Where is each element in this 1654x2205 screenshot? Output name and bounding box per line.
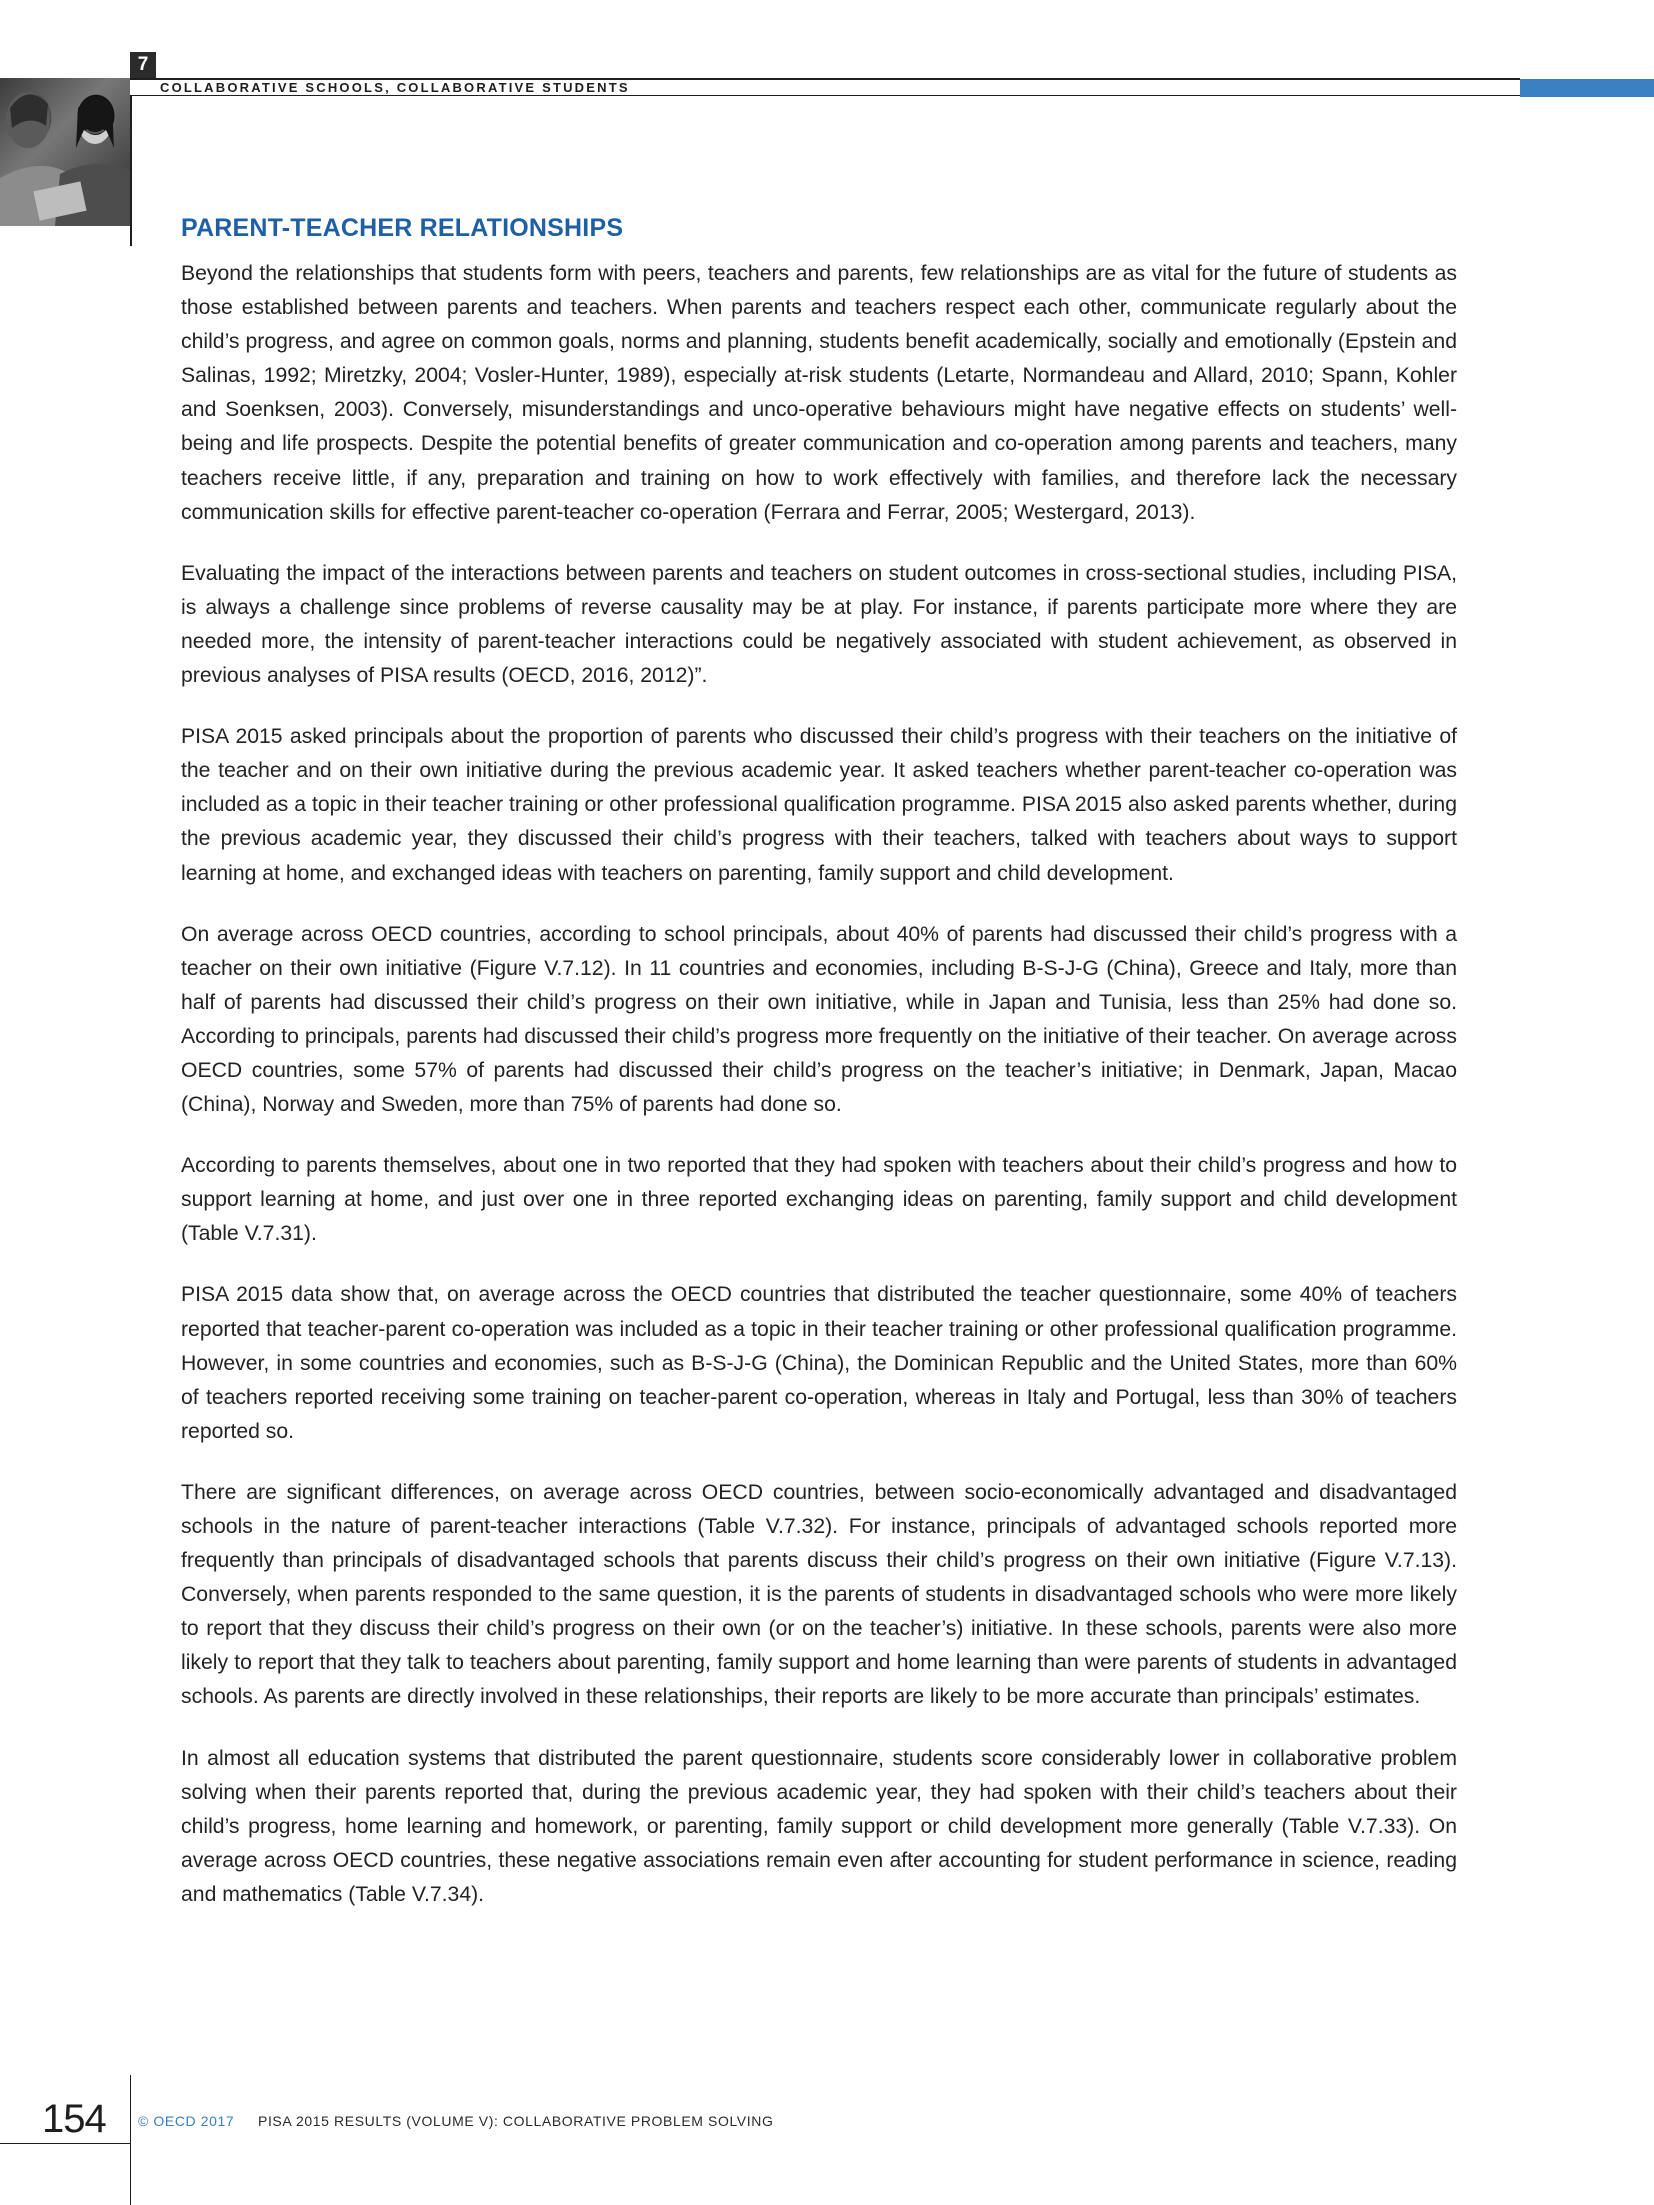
paragraph: In almost all education systems that distributed the parent questionnaire, students score considerably lower in collaborative problem solving when their parents reported that, during the previous academic year, they had spoken with their child’s teachers about their child’s progress, home learning and homework, or parenting, family support or child development more generally (Table V.7.33). On average across OECD countries, these negative associations remain even after accounting for student performance in science, reading and mathematics (Table V.7.34). [181,1746,1457,1906]
main-content [181,212,1457,1939]
paragraph: On average across OECD countries, according to school principals, about 40% of parents had discussed their child’s progress with a teacher on their own initiative (Figure V.7.12). In 11 countries and economies, including B-S-J-G (China), Greece and Italy, more than half of parents had discussed their child’s progress on their own initiative, while in Japan and Tunisia, less than 25% had done so. According to principals, parents had discussed their child’s progress more frequently on the initiative of their teacher. On average across OECD countries, some 57% of parents had discussed their child’s progress on the teacher’s initiative; in Denmark, Japan, Macao (China), Norway and Sweden, more than 75% of parents had done so. [181,922,1457,1117]
paragraph: PISA 2015 asked principals about the proportion of parents who discussed their child’s progress with their teachers on the initiative of the teacher and on their own initiative during the previous academic year. It asked teachers whether parent-teacher co-operation was included as a topic in their teacher training or other professional qualification programme. PISA 2015 also asked parents whether, during the previous academic year, they discussed their child’s progress with their teachers, talked with teachers about ways to support learning at home, and exchanged ideas with teachers on parenting, family support and child development. [181,725,1457,885]
students-photo-icon [0,78,130,226]
header-vertical-rule [130,96,132,246]
footer-vertical-rule [130,2075,131,2205]
chapter-title: COLLABORATIVE SCHOOLS, COLLABORATIVE STUDENTS [160,80,630,95]
chapter-number: 7 [130,52,156,78]
paragraph: Beyond the relationships that students form with peers, teachers and parents, few relationships are as vital for the future of students as those established between parents and teachers. When parents and teachers respect each other, communicate regularly about the child’s progress, and agree on common goals, norms and planning, students benefit academically, socially and emotionally (Epstein and Salinas, 1992; Miretzky, 2004; Vosler-Hunter, 1989), especially at-risk students (Letarte, Normandeau and Allard, 2010; Spann, Kohler and Soenksen, 2003). Conversely, misunderstandings and unco-operative behaviours might have negative effects on students’ well-being and life prospects. Despite the potential benefits of greater communication and co-operation among parents and teachers, many teachers receive little, if any, preparation and training on how to work effectively with families, and therefore lack the necessary communication skills for effective parent-teacher co-operation (Ferrara and Ferrar, 2005; Westergard, 2013). [181,262,1457,524]
paragraph: According to parents themselves, about one in two reported that they had spoken with teachers about their child’s progress and how to support learning at home, and just over one in three reported exchanging ideas on parenting, family support and child development (Table V.7.31). [181,1154,1457,1246]
chapter-photo [0,78,130,226]
paragraph: Evaluating the impact of the interactions between parents and teachers on student outcomes in cross-sectional studies, including PISA, is always a challenge since problems of reverse causality may be at play. For instance, if parents participate more where they are needed more, the intensity of parent-teacher interactions could be negatively associated with student achievement, as observed in previous analyses of PISA results (OECD, 2016, 2012)”. [181,561,1457,688]
paragraph: PISA 2015 data show that, on average across the OECD countries that distributed the teacher questionnaire, some 40% of teachers reported that teacher-parent co-operation was included as a topic in their teacher training or other professional qualification programme. However, in some countries and economies, such as B-S-J-G (China), the Dominican Republic and the United States, more than 60% of teachers reported receiving some training on teacher-parent co-operation, whereas in Italy and Portugal, less than 30% of teachers reported so. [181,1283,1457,1443]
section-heading: PARENT-TEACHER RELATIONSHIPS [181,214,624,242]
footer-copyright: © OECD 2017 [138,2113,235,2129]
footer-publication-title: PISA 2015 RESULTS (VOLUME V): COLLABORATIVE PROBLEM SOLVING [258,2113,774,2129]
page-number: 154 [42,2097,106,2141]
footer-rule [0,2143,131,2144]
header-bottom-rule [130,95,1520,96]
header-accent-bar [1520,79,1654,97]
paragraph: There are significant differences, on average across OECD countries, between socio-economically advantaged and disadvantaged schools in the nature of parent-teacher interactions (Table V.7.32). For instance, principals of advantaged schools reported more frequently than principals of disadvantaged schools that parents discuss their child’s progress on their own initiative (Figure V.7.13). Conversely, when parents responded to the same question, it is the parents of students in disadvantaged schools who were more likely to report that they discuss their child’s progress on their own (or on the teacher’s) initiative. In these schools, parents were also more likely to report that they talk to teachers about parenting, family support and home learning than were parents of students in advantaged schools. As parents are directly involved in these relationships, their reports are likely to be more accurate than principals’ estimates. [181,1480,1457,1709]
